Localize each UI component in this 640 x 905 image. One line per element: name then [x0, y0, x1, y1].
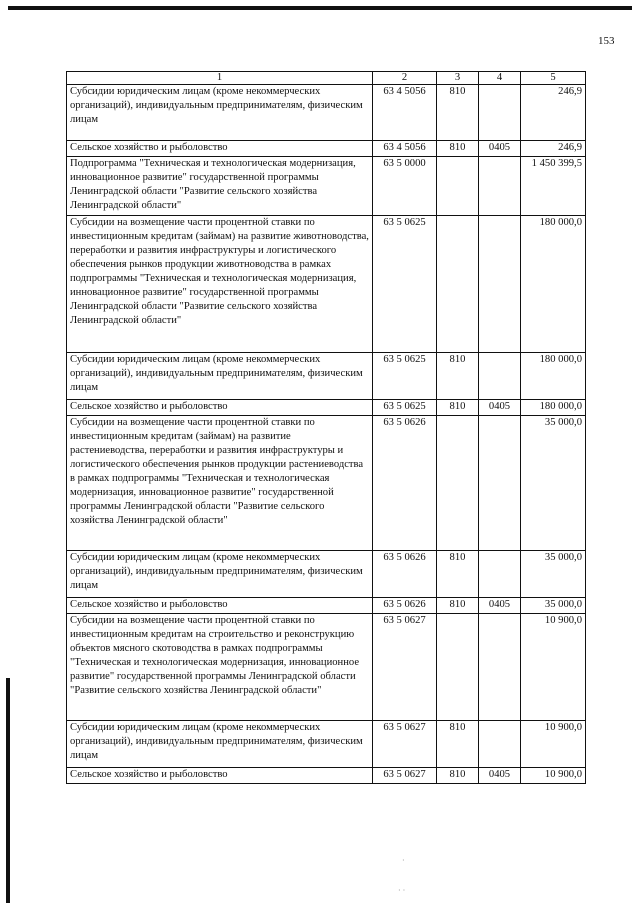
row-amount: 10 900,0 [521, 768, 586, 784]
header-col-1: 1 [67, 72, 373, 85]
row-amount: 35 000,0 [521, 416, 586, 551]
row-target-code: 63 5 0627 [373, 721, 437, 768]
row-amount: 1 450 399,5 [521, 157, 586, 216]
table-row [67, 141, 586, 157]
header-col-5: 5 [521, 72, 586, 85]
budget-table [66, 71, 586, 784]
row-amount: 35 000,0 [521, 551, 586, 598]
row-amount: 246,9 [521, 85, 586, 141]
table-row [67, 416, 586, 551]
row-name: Подпрограмма "Техническая и технологическая модернизация, инновационное развитие" государственной программы Ленинградской области "Развитие сельского хозяйства Ленинградской области" [67, 157, 373, 216]
row-section [479, 353, 521, 400]
row-amount: 180 000,0 [521, 216, 586, 353]
table-row [67, 614, 586, 721]
table-row [67, 551, 586, 598]
row-target-code: 63 4 5056 [373, 141, 437, 157]
row-expense-type: 810 [437, 85, 479, 141]
row-target-code: 63 5 0626 [373, 416, 437, 551]
row-name: Субсидии на возмещение части процентной ставки по инвестиционным кредитам на строительство и реконструкцию объектов мясного скотоводства в рамках подпрограммы "Техническая и технологическая модернизация, инновационное развитие" государственной программы Ленинградской области "Развитие сельского хозяйства Ленинградской области" [67, 614, 373, 721]
row-name: Сельское хозяйство и рыболовство [67, 598, 373, 614]
row-target-code: 63 5 0625 [373, 216, 437, 353]
table-row [67, 400, 586, 416]
row-name: Сельское хозяйство и рыболовство [67, 768, 373, 784]
table-row [67, 768, 586, 784]
row-section [479, 614, 521, 721]
row-expense-type: 810 [437, 598, 479, 614]
row-name: Субсидии юридическим лицам (кроме некоммерческих организаций), индивидуальным предпринимателям, физическим лицам [67, 353, 373, 400]
scan-speck: · [402, 856, 405, 865]
row-section: 0405 [479, 141, 521, 157]
row-section [479, 85, 521, 141]
row-expense-type: 810 [437, 721, 479, 768]
row-name: Субсидии юридическим лицам (кроме некоммерческих организаций), индивидуальным предпринимателям, физическим лицам [67, 85, 373, 141]
row-section [479, 551, 521, 598]
row-section [479, 416, 521, 551]
row-amount: 10 900,0 [521, 721, 586, 768]
table-row [67, 598, 586, 614]
row-amount: 246,9 [521, 141, 586, 157]
row-name: Сельское хозяйство и рыболовство [67, 141, 373, 157]
header-col-4: 4 [479, 72, 521, 85]
row-section: 0405 [479, 598, 521, 614]
row-amount: 10 900,0 [521, 614, 586, 721]
row-section: 0405 [479, 400, 521, 416]
row-name: Субсидии на возмещение части процентной ставки по инвестиционным кредитам (займам) на развитие животноводства, переработки и развития инфраструктуры и логистического обеспечения рынков продукции животноводства в рамках подпрограммы "Техническая и технологическая модернизация, инновационное развитие" государственной программы Ленинградской области "Развитие сельского хозяйства Ленинградской области" [67, 216, 373, 353]
row-target-code: 63 5 0627 [373, 768, 437, 784]
row-amount: 180 000,0 [521, 400, 586, 416]
row-expense-type [437, 416, 479, 551]
row-amount: 180 000,0 [521, 353, 586, 400]
row-expense-type: 810 [437, 400, 479, 416]
table-row [67, 216, 586, 353]
row-target-code: 63 5 0000 [373, 157, 437, 216]
page-number: 153 [598, 35, 615, 47]
row-expense-type [437, 157, 479, 216]
row-target-code: 63 5 0626 [373, 598, 437, 614]
header-col-2: 2 [373, 72, 437, 85]
row-expense-type: 810 [437, 141, 479, 157]
row-target-code: 63 5 0626 [373, 551, 437, 598]
row-name: Субсидии на возмещение части процентной ставки по инвестиционным кредитам (займам) на развитие растениеводства, переработки и развития инфраструктуры и логистического обеспечения рынков продукции растениеводства в рамках подпрограммы "Техническая и технологическая модернизация, инновационное развитие" государственной программы Ленинградской области "Развитие сельского хозяйства Ленинградской области" [67, 416, 373, 551]
row-section [479, 216, 521, 353]
row-section [479, 721, 521, 768]
scan-left-edge-mark [6, 678, 10, 903]
row-target-code: 63 4 5056 [373, 85, 437, 141]
scan-speck: · · [398, 886, 406, 895]
header-col-3: 3 [437, 72, 479, 85]
row-target-code: 63 5 0625 [373, 353, 437, 400]
table-row [67, 721, 586, 768]
row-section [479, 157, 521, 216]
row-expense-type [437, 216, 479, 353]
row-expense-type: 810 [437, 353, 479, 400]
row-expense-type: 810 [437, 768, 479, 784]
row-target-code: 63 5 0627 [373, 614, 437, 721]
row-name: Субсидии юридическим лицам (кроме некоммерческих организаций), индивидуальным предпринимателям, физическим лицам [67, 721, 373, 768]
table-row [67, 85, 586, 141]
table-row [67, 157, 586, 216]
row-name: Субсидии юридическим лицам (кроме некоммерческих организаций), индивидуальным предпринимателям, физическим лицам [67, 551, 373, 598]
row-target-code: 63 5 0625 [373, 400, 437, 416]
row-expense-type [437, 614, 479, 721]
row-amount: 35 000,0 [521, 598, 586, 614]
table-header-row [67, 72, 586, 85]
table-row [67, 353, 586, 400]
row-name: Сельское хозяйство и рыболовство [67, 400, 373, 416]
row-expense-type: 810 [437, 551, 479, 598]
scan-top-border [8, 6, 632, 10]
row-section: 0405 [479, 768, 521, 784]
